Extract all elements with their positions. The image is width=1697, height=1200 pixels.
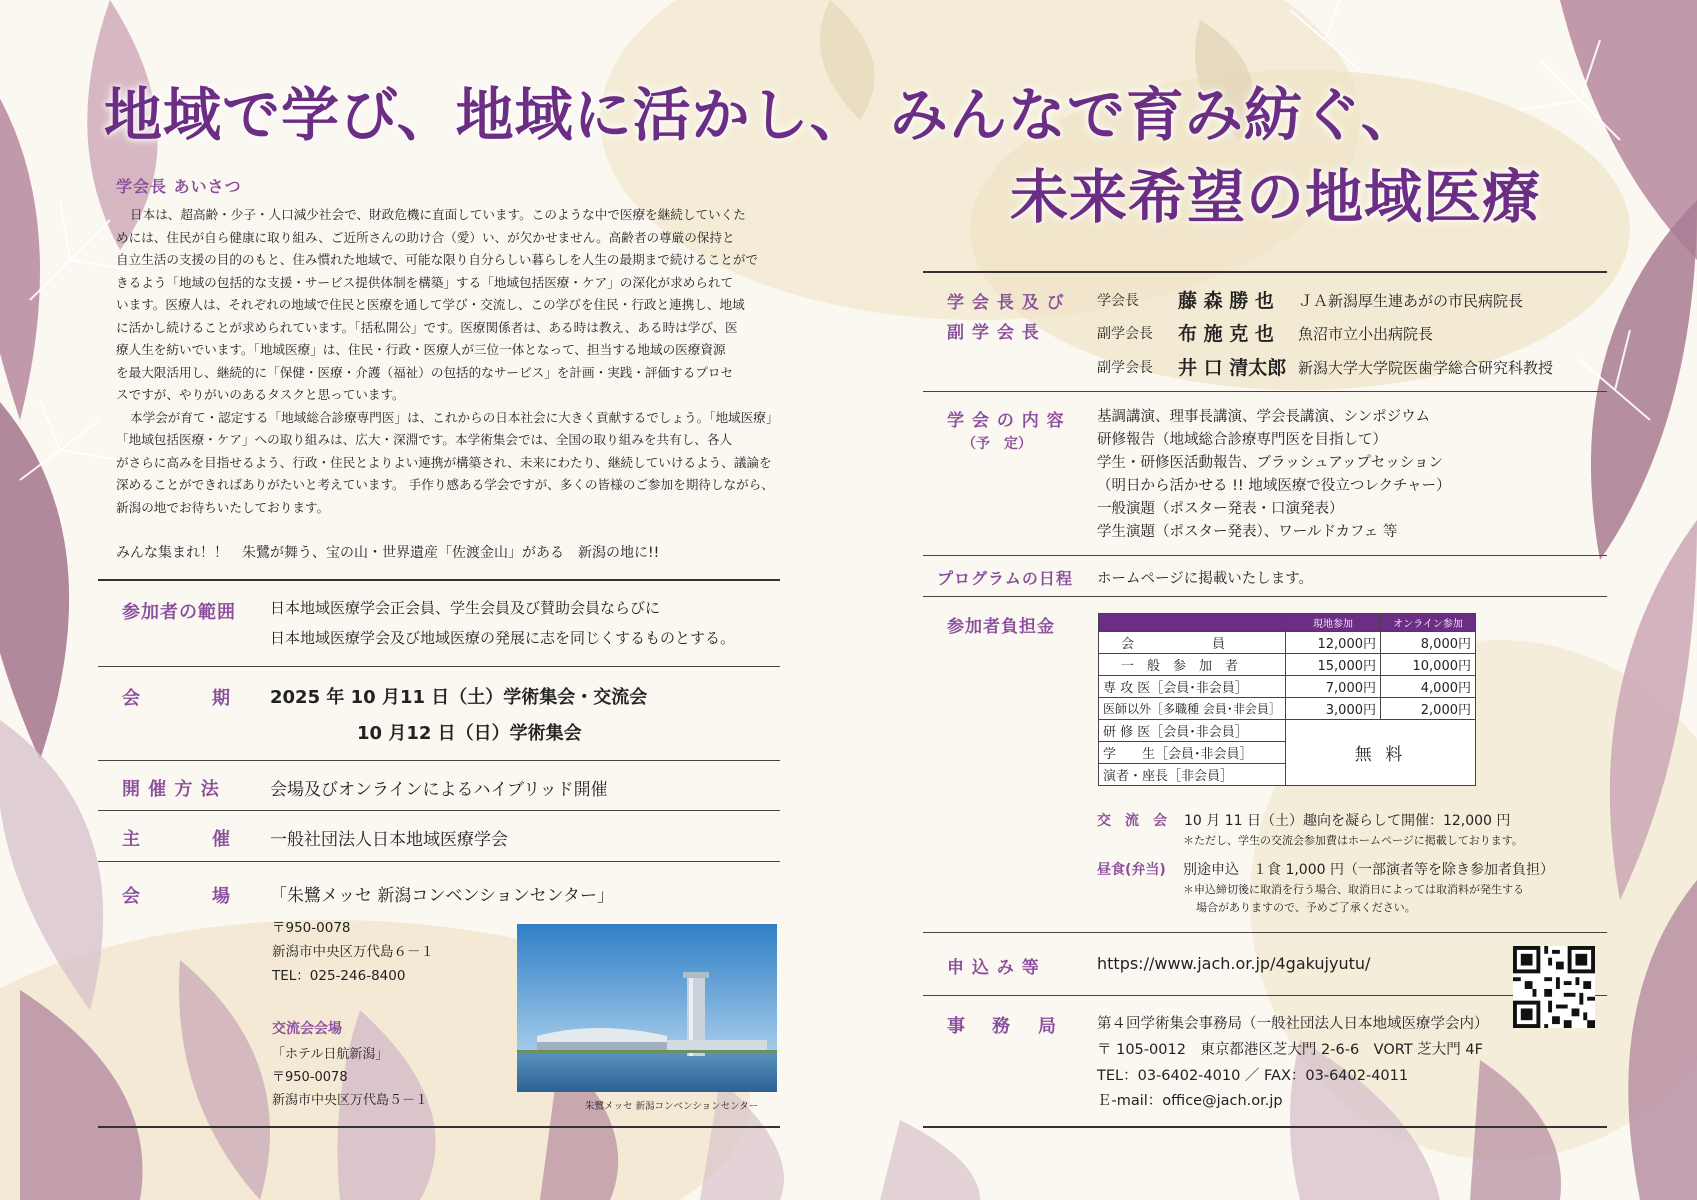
fee-category: 一 般 参 加 者	[1099, 654, 1286, 676]
scope-line2: 日本地域医療学会及び地域医療の発展に志を同じくするものとする。	[270, 629, 736, 647]
greeting-line: 日本は、超高齢・少子・人口減少社会で、財政危機に直面しています。このような中で医療を継続していくた	[130, 207, 746, 222]
content-line: 研修報告（地域総合診療専門医を目指して）	[1097, 432, 1387, 448]
party-venue-name: 「ホテル日航新潟」	[272, 1047, 389, 1062]
greeting-line: きるよう「地域の包括的な支援・サービス提供体制を構築」する「地域包括医療・ケア」の深化が求められて	[116, 274, 734, 290]
fee-onsite: 7,000円	[1286, 676, 1381, 698]
divider	[98, 760, 780, 761]
party-venue-heading: 交流会会場	[272, 1021, 342, 1037]
office-line2: 〒 105-0012 東京都港区芝大門 2-6-6 VORT 芝大門 4F	[1097, 1042, 1483, 1058]
fee-online: 4,000円	[1381, 676, 1476, 698]
fee-header-onsite: 現地参加	[1286, 614, 1381, 632]
venue-label-1: 会	[122, 886, 141, 907]
greeting-line: を最大限活用し、継続的に「保健・医療・介護（福祉）の包括的なサービス」を計画・実践・評価するプロセ	[116, 364, 734, 380]
party-fee-value: 10 月 11 日（土）趣向を凝らして開催：12,000 円	[1184, 813, 1511, 829]
main-title-line2: 未来希望の地域医療	[1010, 163, 1542, 231]
venue-address: 新潟市中央区万代島６－１	[272, 944, 434, 960]
fee-header-blank	[1099, 614, 1286, 632]
venue-tel: TEL：025-246-8400	[272, 968, 406, 984]
fee-onsite: 3,000円	[1286, 698, 1381, 720]
period-label-2: 期	[212, 688, 231, 709]
fee-row-free	[1099, 720, 1476, 742]
scope-line1: 日本地域医療学会正会員、学生会員及び賛助会員ならびに	[270, 599, 661, 617]
party-venue-address: 新潟市中央区万代島５－１	[272, 1093, 429, 1108]
fee-table	[1098, 613, 1476, 786]
officer-role: 副学会長	[1097, 326, 1153, 342]
fee-category: 演者・座長［非会員］	[1099, 764, 1286, 786]
fee-online: 8,000円	[1381, 632, 1476, 654]
period-line2: 10 月12 日（日）学術集会	[357, 723, 582, 744]
office-line1: 第４回学術集会事務局（一般社団法人日本地域医療学会内）	[1097, 1016, 1489, 1032]
content-line: 学生演題（ポスター発表）、ワールドカフェ 等	[1097, 524, 1398, 540]
greeting-line: います。医療人は、それぞれの地域で住民と医療を通して学び・交流し、この学びを住民・行政と連携し、地域	[116, 297, 745, 312]
divider	[923, 271, 1607, 273]
greeting-line: スですが、やりがいのあるタスクと思っています。	[116, 387, 405, 402]
divider	[923, 995, 1607, 996]
greeting-line: に活かし続けることが求められています。「括私開公」です。医療関係者は、ある時は教え、ある時は学び、医	[116, 319, 738, 335]
host-label-1: 主	[122, 829, 141, 850]
fee-onsite: 15,000円	[1286, 654, 1381, 676]
apply-url[interactable]: https://www.jach.or.jp/4gakujyutu/	[1097, 954, 1371, 973]
method-value: 会場及びオンラインによるハイブリッド開催	[270, 780, 608, 800]
officer-name: 布 施 克 也	[1178, 323, 1274, 345]
greeting-line: 新潟の地でお待ちいたしております。	[116, 499, 330, 515]
officer-org: ＪＡ新潟厚生連あがの市民病院長	[1298, 292, 1524, 310]
lunch-label: 昼食(弁当)	[1097, 862, 1166, 878]
divider	[923, 1126, 1607, 1128]
office-label-1: 事	[947, 1016, 966, 1037]
divider	[98, 1126, 780, 1128]
content-line: 基調講演、理事長講演、学会長講演、シンポジウム	[1097, 409, 1430, 425]
venue-postal: 〒950-0078	[272, 920, 351, 936]
host-label-2: 催	[212, 829, 231, 850]
office-email[interactable]: Ｅ-mail：office@jach.or.jp	[1097, 1093, 1283, 1109]
fee-category: 医師以外［多職種 会員･非会員］	[1099, 698, 1286, 720]
content-line: （明日から活かせる !! 地域医療で役立つレクチャー）	[1097, 478, 1451, 494]
greeting-line: 療人生を紡いでいます。「地域医療」は、住民・行政・医療人が三位一体となって、担当する地域の医療資源	[116, 342, 726, 357]
program-label: プログラムの日程	[937, 569, 1073, 588]
fee-row	[1099, 632, 1476, 654]
content-line: 学生・研修医活動報告、ブラッシュアップセッション	[1097, 455, 1443, 471]
officer-org: 魚沼市立小出病院長	[1298, 325, 1434, 343]
fee-header-online: オンライン参加	[1381, 614, 1476, 632]
fees-label: 参加者負担金	[947, 617, 1055, 637]
greeting-line: 本学会が育て・認定する「地域総合診療専門医」は、これからの日本社会に大きく貢献するでしょう。「地域医療」	[130, 409, 779, 425]
divider	[923, 932, 1607, 933]
venue-photo	[517, 924, 777, 1092]
lunch-note-1: ＊申込締切後に取消を行う場合、取消日によっては取消料が発生する	[1183, 883, 1524, 896]
greeting-line: 自立生活の支援の目的のもと、住み慣れた地域で、可能な限り自分らしい暮らしを人生の最期まで続けることがで	[116, 252, 759, 267]
content-line: 一般演題（ポスター発表・口演発表）	[1097, 501, 1344, 517]
fee-row	[1099, 698, 1476, 720]
officer-name: 井 口 清太郎	[1178, 357, 1287, 379]
divider	[923, 596, 1607, 597]
greeting-line: 深めることができればありがたいと考えています。 手作り感ある学会ですが、多くの皆様のご参加を期待しながら、	[116, 477, 774, 492]
program-value: ホームページに掲載いたします。	[1097, 571, 1314, 587]
main-title-line1: 地域で学び、地域に活かし、 みんなで育み紡ぐ、	[104, 81, 1420, 149]
officers-label-2: 副 学 会 長	[947, 323, 1040, 343]
greeting-body	[116, 204, 779, 519]
venue-photo-caption: 朱鷺メッセ 新潟コンベンションセンター	[585, 1101, 759, 1112]
fee-onsite: 12,000円	[1286, 632, 1381, 654]
officer-role: 副学会長	[1097, 360, 1153, 376]
officers-label-1: 学 会 長 及 び	[947, 293, 1065, 313]
party-fee-note: ＊ただし、学生の交流会参加費はホームページに掲載しております。	[1183, 834, 1523, 847]
fee-category: 研 修 医［会員･非会員］	[1099, 720, 1286, 742]
fee-category: 学 生［会員･非会員］	[1099, 742, 1286, 764]
venue-label-2: 場	[212, 886, 231, 907]
officer-org: 新潟大学大学院医歯学総合研究科教授	[1298, 359, 1554, 377]
divider	[923, 391, 1607, 392]
greeting-heading: 学会長 あいさつ	[116, 177, 242, 196]
fee-category: 会 員	[1099, 632, 1286, 654]
fee-online: 2,000円	[1381, 698, 1476, 720]
period-line1: 2025 年 10 月11 日（土）学術集会・交流会	[270, 687, 648, 708]
method-label: 開 催 方 法	[122, 779, 220, 800]
scope-label: 参加者の範囲	[122, 602, 236, 623]
venue-name: 「朱鷺メッセ 新潟コンベンションセンター」	[270, 886, 614, 906]
content-sublabel: （予 定）	[962, 436, 1032, 452]
party-fee-label: 交 流 会	[1097, 813, 1167, 829]
divider	[98, 666, 780, 667]
divider	[923, 555, 1607, 556]
fee-free-label: 無 料	[1286, 720, 1476, 786]
officer-name: 藤 森 勝 也	[1178, 290, 1274, 312]
office-label-3: 局	[1038, 1016, 1057, 1037]
greeting-line: がさらに高みを目指せるよう、行政・住民とよりよい連携が構築され、未来にわたり、継続していけるよう、議論を	[116, 454, 772, 470]
apply-label: 申 込 み 等	[947, 958, 1040, 978]
fee-row	[1099, 654, 1476, 676]
host-value: 一般社団法人日本地域医療学会	[270, 830, 508, 850]
divider	[98, 861, 780, 862]
party-venue-postal: 〒950-0078	[272, 1070, 348, 1085]
lunch-value: 別途申込 １食 1,000 円（一部演者等を除き参加者負担）	[1183, 862, 1554, 878]
lunch-note-2: 場合がありますので、予めご了承ください。	[1196, 901, 1416, 914]
greeting-closing: みんな集まれ！！ 朱鷺が舞う、宝の山・世界遺産「佐渡金山」がある 新潟の地に!!	[116, 545, 660, 561]
qr-code	[1513, 946, 1595, 1028]
greeting-line: 「地域包括医療・ケア」への取り組みは、広大・深淵です。本学術集会では、全国の取り組みを共有し、各人	[116, 432, 733, 447]
fee-online: 10,000円	[1381, 654, 1476, 676]
greeting-line: めには、住民が自ら健康に取り組み、ご近所さんの助け合（愛）い、が欠かせません。高齢者の尊厳の保持と	[116, 229, 735, 245]
fee-row	[1099, 676, 1476, 698]
content-label: 学 会 の 内 容	[947, 411, 1065, 431]
office-line3: TEL：03-6402-4010 ／ FAX：03-6402-4011	[1097, 1068, 1409, 1084]
divider	[98, 579, 780, 581]
officer-role: 学会長	[1097, 293, 1139, 309]
office-label-2: 務	[992, 1016, 1011, 1037]
divider	[98, 810, 780, 811]
fee-table-header	[1099, 614, 1476, 632]
fee-category: 専 攻 医［会員･非会員］	[1099, 676, 1286, 698]
period-label-1: 会	[122, 688, 141, 709]
